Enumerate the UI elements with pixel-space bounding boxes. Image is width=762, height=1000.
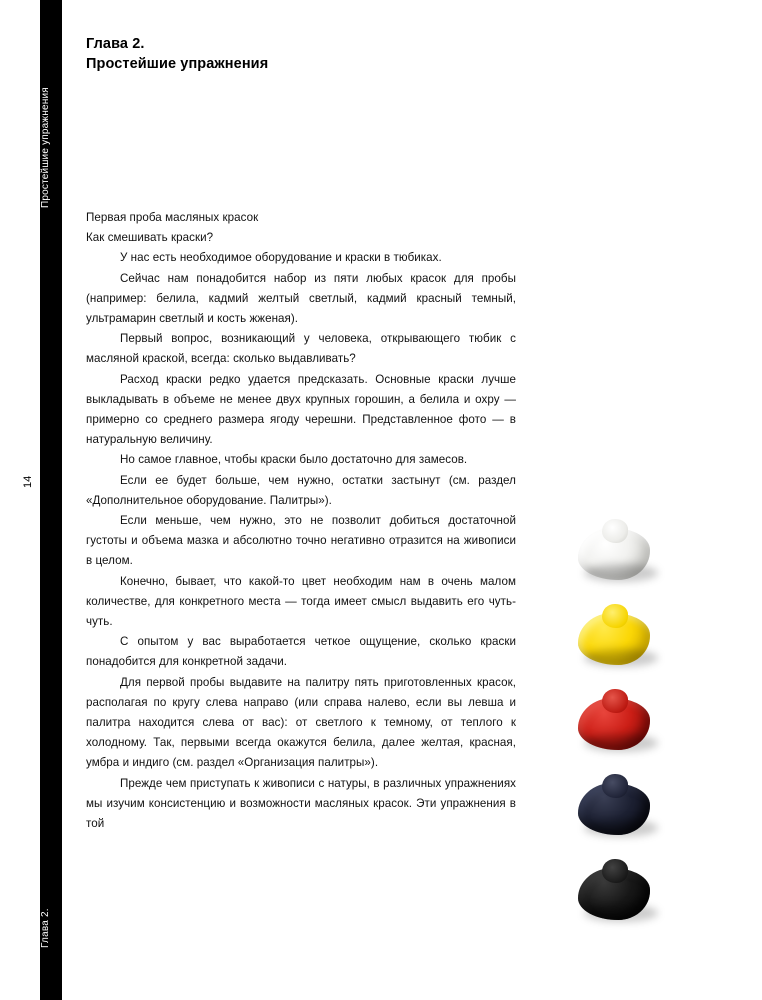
blue-paint-shape [578,783,650,835]
paint-tip [602,774,628,798]
body-paragraph: У нас есть необходимое оборудование и краски в тюбиках. [120,251,442,265]
body-paragraph: Первая проба масляных красок [86,211,259,224]
paint-shadow [584,734,658,752]
body-paragraph: Сейчас нам понадобится набор из пяти любых красок для пробы (например: белила, кадмий желтый светлый, кадмий красный темный, ультрамарин светлый и кость жженая). [86,271,516,326]
body-paragraph: Но самое главное, чтобы краски было достаточно для замесов. [120,453,468,467]
body-paragraph: Если меньше, чем нужно, это не позволит добиться достаточной густоты и объема мазка и абсолютно точно негативно отразится на живописи в целом. [86,514,516,568]
page-title [86,34,268,74]
side-band-chapter-title: Простейшие упражнения [40,87,51,208]
paint-samples-photo [560,520,710,945]
body-paragraph: Если ее будет больше, чем нужно, остатки застынут (см. раздел «Дополнительное оборудование. Палитры»). [86,473,516,507]
paint-tip [602,519,628,543]
blue-paint-blob [560,775,710,860]
paint-shadow [584,649,658,667]
yellow-paint-blob [560,605,710,690]
red-paint-blob [560,690,710,775]
black-paint-shape [578,868,650,920]
body-paragraph: Прежде чем приступать к живописи с натуры, в различных упражнениях мы изучим консистенцию и возможности масляных красок. Эти упражнения в той [86,776,516,831]
body-paragraph: С опытом у вас выработается четкое ощущение, сколько краски понадобится для конкретной задачи. [86,635,516,669]
body-text-column [86,208,516,834]
page-number: 14 [22,475,34,488]
yellow-paint-shape [578,613,650,665]
black-paint-blob [560,860,710,945]
side-band-chapter-number: Глава 2. [40,908,51,948]
white-paint-shape [578,528,650,580]
paint-shadow [584,904,658,922]
body-paragraph: Первый вопрос, возникающий у человека, открывающего тюбик с масляной краской, всегда: сколько выдавливать? [86,332,516,366]
chapter-heading-line-1: Глава 2. [86,36,145,52]
paint-tip [602,604,628,628]
paint-tip [602,689,628,713]
white-paint-blob [560,520,710,605]
paint-shadow [584,564,658,582]
chapter-heading-line-2: Простейшие упражнения [86,56,269,72]
body-paragraph: Как смешивать краски? [86,231,214,245]
body-paragraph: Для первой пробы выдавите на палитру пять приготовленных красок, располагая по кругу слева направо (или справа налево, если вы левша и палитра находится слева от вас): от светлого к темному, от теплого к холодному. Так, первыми всегда окажутся белила, далее желтая, красная, умбра и индиго (см. раздел «Организация палитры»). [86,675,516,770]
red-paint-shape [578,698,650,750]
paint-tip [602,859,628,883]
paint-shadow [584,819,658,837]
body-paragraph: Конечно, бывает, что какой-то цвет необходим нам в очень малом количестве, для конкретного места — тогда имеет смысл выдавить его чуть-чуть. [86,574,516,629]
body-paragraph: Расход краски редко удается предсказать. Основные краски лучше выкладывать в объеме не менее двух крупных горошин, а белила и охру — примерно со среднего размера ягоду черешни. Представленное фото — в натуральную величину. [86,372,516,447]
